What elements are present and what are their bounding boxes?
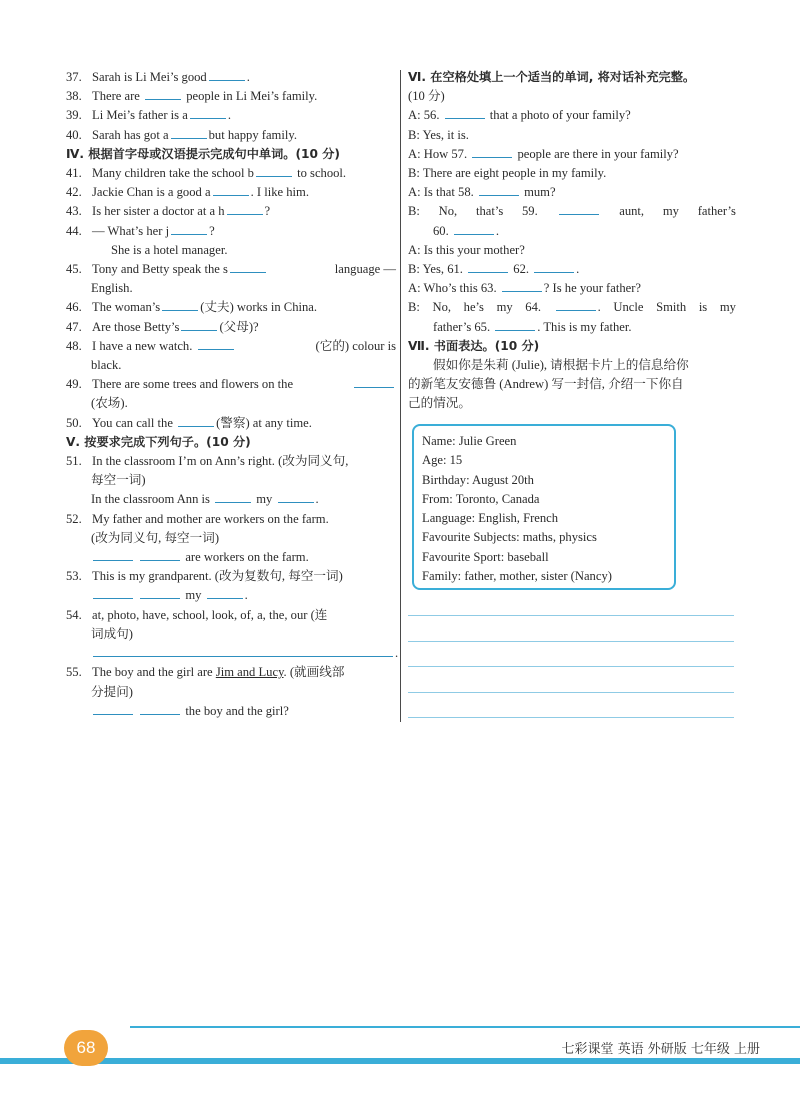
question-46: 46. The woman’s (丈夫) works in China.: [66, 300, 318, 315]
underlined-phrase: Jim and Lucy: [215, 665, 284, 680]
question-51: 51. In the classroom I’m on Ann’s right. (改为同义句,: [66, 454, 349, 469]
question-37: 37. Sarah is Li Mei’s good .: [66, 70, 250, 84]
right-column: [408, 68, 736, 414]
answer-blank[interactable]: [178, 414, 214, 427]
info-card: [412, 424, 676, 590]
section-4-heading: Ⅳ. 根据首字母或汉语提示完成句中单词。(10 分): [66, 146, 340, 161]
answer-blank[interactable]: [454, 222, 494, 235]
card-sport: Favourite Sport: baseball: [422, 549, 549, 564]
question-54-cont: 词成句): [91, 626, 133, 641]
question-45-cont: English.: [91, 281, 133, 296]
dialog-line-61: B: Yes, 61. 62. .: [408, 262, 580, 277]
writing-line[interactable]: [408, 666, 734, 667]
question-39: 39. Li Mei’s father is a .: [66, 108, 231, 123]
answer-blank[interactable]: [171, 126, 207, 139]
page-number: 68: [64, 1030, 108, 1066]
dialog-line-57: A: How 57. people are there in your family?: [408, 146, 679, 161]
dialog-line-65: father’s 65. . This is my father.: [433, 319, 632, 334]
question-44-answer: She is a hotel manager.: [111, 242, 228, 257]
card-language: Language: English, French: [422, 511, 559, 526]
question-41: 41. Many children take the school b to school.: [66, 166, 347, 181]
section-6-heading: Ⅵ. 在空格处填上一个适当的单词, 将对话补充完整。: [408, 70, 696, 84]
card-birthday: Birthday: August 20th: [422, 472, 534, 487]
answer-line[interactable]: [93, 644, 393, 657]
answer-blank[interactable]: [145, 87, 181, 100]
question-55: 55. The boy and the girl are Jim and Lucy. (就画线部: [66, 665, 345, 680]
answer-blank[interactable]: [213, 183, 249, 196]
question-54-answer: .: [66, 644, 396, 663]
answer-blank[interactable]: [190, 106, 226, 119]
question-53-answer: my .: [66, 586, 396, 605]
answer-blank[interactable]: [93, 702, 133, 715]
card-subjects: Favourite Subjects: maths, physics: [422, 530, 597, 545]
card-from: From: Toronto, Canada: [422, 491, 540, 506]
question-51-cont: 每空一词): [91, 473, 146, 488]
question-51-answer: In the classroom Ann is my .: [91, 492, 319, 507]
question-43: 43. Is her sister a doctor at a h ?: [66, 204, 271, 219]
question-45: 45. Tony and Betty speak the s language —: [66, 262, 396, 277]
question-54: 54. at, photo, have, school, look, of, a, the, our (连: [66, 607, 328, 622]
question-55-answer: the boy and the girl?: [66, 702, 396, 721]
answer-blank[interactable]: [468, 260, 508, 273]
answer-blank[interactable]: [171, 222, 207, 235]
card-family: Family: father, mother, sister (Nancy): [422, 569, 612, 584]
answer-blank[interactable]: [140, 548, 180, 561]
answer-blank[interactable]: [559, 202, 599, 215]
writing-task-line: 的新笔友安德鲁 (Andrew) 写一封信, 介绍一下你自: [408, 377, 684, 392]
writing-line[interactable]: [408, 717, 734, 718]
question-55-cont: 分提问): [91, 684, 133, 699]
question-49: 49. There are some trees and flowers on the: [66, 375, 396, 394]
question-48: 48. I have a new watch. (它的) colour is: [66, 338, 396, 353]
answer-blank[interactable]: [198, 337, 234, 350]
card-age: Age: 15: [422, 453, 463, 468]
question-44: 44. — What’s her j ?: [66, 223, 215, 238]
answer-blank[interactable]: [256, 164, 292, 177]
answer-blank[interactable]: [502, 279, 542, 292]
section-5-heading: Ⅴ. 按要求完成下列句子。(10 分): [66, 434, 251, 449]
answer-blank[interactable]: [162, 298, 198, 311]
answer-blank[interactable]: [534, 260, 574, 273]
dialog-line-60: 60. .: [433, 223, 500, 238]
answer-blank[interactable]: [472, 145, 512, 158]
answer-blank[interactable]: [93, 548, 133, 561]
question-52-answer: are workers on the farm.: [66, 548, 396, 567]
question-40: 40. Sarah has got a but happy family.: [66, 127, 297, 142]
answer-blank[interactable]: [227, 202, 263, 215]
answer-blank[interactable]: [230, 260, 266, 273]
writing-line[interactable]: [408, 615, 734, 616]
book-title: 七彩课堂 英语 外研版 七年级 上册: [561, 1042, 760, 1057]
answer-blank[interactable]: [495, 318, 535, 331]
question-49-cont: (农场).: [91, 396, 128, 411]
answer-blank[interactable]: [479, 183, 519, 196]
answer-blank[interactable]: [445, 106, 485, 119]
section-7-heading: Ⅶ. 书面表达。(10 分): [408, 338, 540, 353]
question-48-cont: black.: [91, 358, 122, 373]
dialog-line-56: A: 56. that a photo of your family?: [408, 108, 631, 123]
footer-bar: [0, 1058, 800, 1064]
left-column: [66, 68, 399, 721]
writing-task-line: 假如你是朱莉 (Julie), 请根据卡片上的信息给你: [433, 358, 689, 373]
writing-line[interactable]: [408, 641, 734, 642]
writing-line[interactable]: [408, 692, 734, 693]
question-42: 42. Jackie Chan is a good a . I like him.: [66, 185, 309, 200]
answer-blank[interactable]: [556, 298, 596, 311]
dialog-line-4: B: There are eight people in my family.: [408, 166, 607, 181]
writing-task-line: 己的情况。: [408, 396, 471, 411]
dialog-line-2: B: Yes, it is.: [408, 127, 469, 142]
question-52: 52. My father and mother are workers on the farm.: [66, 511, 329, 526]
answer-blank[interactable]: [215, 490, 251, 503]
answer-blank[interactable]: [207, 586, 243, 599]
question-38: 38. There are people in Li Mei’s family.: [66, 89, 318, 104]
answer-blank[interactable]: [209, 68, 245, 81]
dialog-line-59: B: No, that’s 59. aunt, my father’s: [408, 204, 736, 219]
answer-blank[interactable]: [181, 318, 217, 331]
question-50: 50. You can call the (警察) at any time.: [66, 415, 312, 430]
footer-rule: [130, 1026, 800, 1028]
question-53: 53. This is my grandparent. (改为复数句, 每空一词): [66, 569, 343, 584]
answer-blank[interactable]: [278, 490, 314, 503]
dialog-line-58: A: Is that 58. mum?: [408, 185, 556, 200]
section-6-points: (10 分): [408, 89, 445, 104]
writing-area[interactable]: [408, 615, 734, 743]
dialog-line-64: B: No, he’s my 64. . Uncle Smith is my: [408, 300, 736, 315]
dialog-line-63: A: Who’s this 63. ? Is he your father?: [408, 281, 641, 296]
card-name: Name: Julie Green: [422, 434, 517, 448]
question-52-cont: (改为同义句, 每空一词): [91, 530, 220, 545]
answer-blank[interactable]: [354, 375, 394, 388]
answer-blank[interactable]: [140, 586, 180, 599]
dialog-line-7: A: Is this your mother?: [408, 242, 525, 257]
answer-blank[interactable]: [140, 702, 180, 715]
question-47: 47. Are those Betty’s (父母)?: [66, 319, 259, 334]
column-divider: [400, 70, 401, 722]
answer-blank[interactable]: [93, 586, 133, 599]
